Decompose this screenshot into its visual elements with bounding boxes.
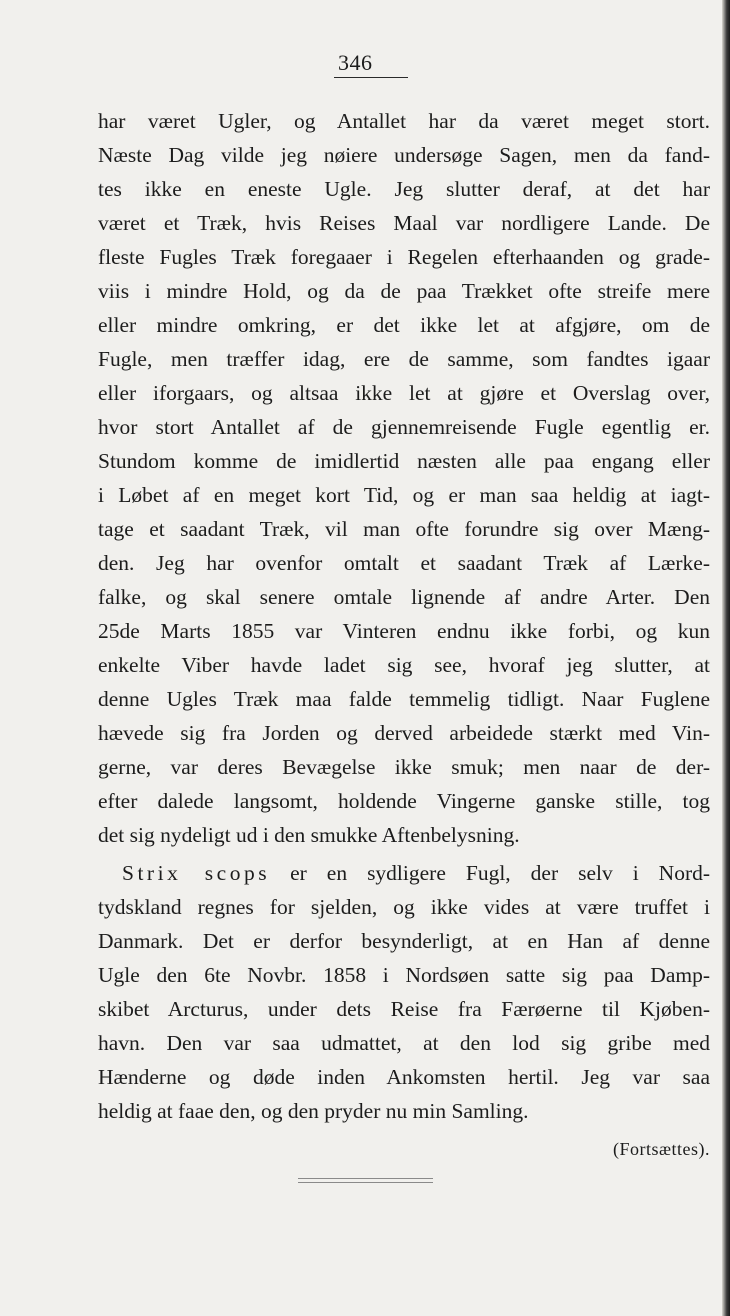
text-line: fleste Fugles Træk foregaaer i Regelen efterhaanden og grade-: [98, 245, 710, 269]
text-line: viis i mindre Hold, og da de paa Trækket ofte streife mere: [98, 279, 710, 303]
text-line: den. Jeg har ovenfor omtalt et saadant Træk af Lærke-: [98, 551, 710, 575]
text-line: eller mindre omkring, er det ikke let at afgjøre, om de: [98, 313, 710, 337]
page-edge: [722, 0, 730, 1316]
text-line: har været Ugler, og Antallet har da været meget stort.: [98, 109, 710, 133]
text-line: falke, og skal senere omtale lignende af andre Arter. Den: [98, 585, 710, 609]
end-rule: [298, 1178, 433, 1179]
text-line: havn. Den var saa udmattet, at den lod sig gribe med: [98, 1031, 710, 1055]
text-line: hvor stort Antallet af de gjennemreisende Fugle egentlig er.: [98, 415, 710, 439]
text-line: gerne, var deres Bevægelse ikke smuk; men naar de der-: [98, 755, 710, 779]
text-line: efter dalede langsomt, holdende Vingerne ganske stille, tog: [98, 789, 710, 813]
text-line: Danmark. Det er derfor besynderligt, at en Han af denne: [98, 929, 710, 953]
text-line: 25de Marts 1855 var Vinteren endnu ikke forbi, og kun: [98, 619, 710, 643]
continued-note: (Fortsættes).: [612, 1139, 710, 1159]
text-line: Hænderne og døde inden Ankomsten hertil. Jeg var saa: [98, 1065, 710, 1089]
text-line: [122, 856, 710, 890]
text-line: heldig at faae den, og den pryder nu min Samling.: [98, 1099, 529, 1123]
text-line: Fugle, men træffer idag, ere de samme, som fandtes igaar: [98, 347, 710, 371]
end-rule: [298, 1182, 433, 1183]
text-line: enkelte Viber havde ladet sig see, hvoraf jeg slutter, at: [98, 653, 710, 677]
species-name: Strix scops: [122, 861, 271, 885]
text-line: været et Træk, hvis Reises Maal var nordligere Lande. De: [98, 211, 710, 235]
page-number: 346: [338, 50, 373, 75]
text-line: denne Ugles Træk maa falde temmelig tidligt. Naar Fuglene: [98, 687, 710, 711]
text-line: Næste Dag vilde jeg nøiere undersøge Sagen, men da fand-: [98, 143, 710, 167]
page-number-rule: [334, 77, 408, 78]
text-line: Stundom komme de imidlertid næsten alle paa engang eller: [98, 449, 710, 473]
text-line: eller iforgaars, og altsaa ikke let at gjøre et Overslag over,: [98, 381, 710, 405]
text-line: hævede sig fra Jorden og derved arbeidede stærkt med Vin-: [98, 721, 710, 745]
text-line: i Løbet af en meget kort Tid, og er man saa heldig at iagt-: [98, 483, 710, 507]
text-line: tage et saadant Træk, vil man ofte forundre sig over Mæng-: [98, 517, 710, 541]
text-line: tydskland regnes for sjelden, og ikke vides at være truffet i: [98, 895, 710, 919]
first-line-rest: er en sydligere Fugl, der selv i Nord-: [290, 861, 711, 885]
text-line: det sig nydeligt ud i den smukke Aftenbelysning.: [98, 823, 520, 847]
text-line: tes ikke en eneste Ugle. Jeg slutter deraf, at det har: [98, 177, 710, 201]
text-line: Ugle den 6te Novbr. 1858 i Nordsøen satte sig paa Damp-: [98, 963, 710, 987]
text-line: skibet Arcturus, under dets Reise fra Færøerne til Kjøben-: [98, 997, 710, 1021]
